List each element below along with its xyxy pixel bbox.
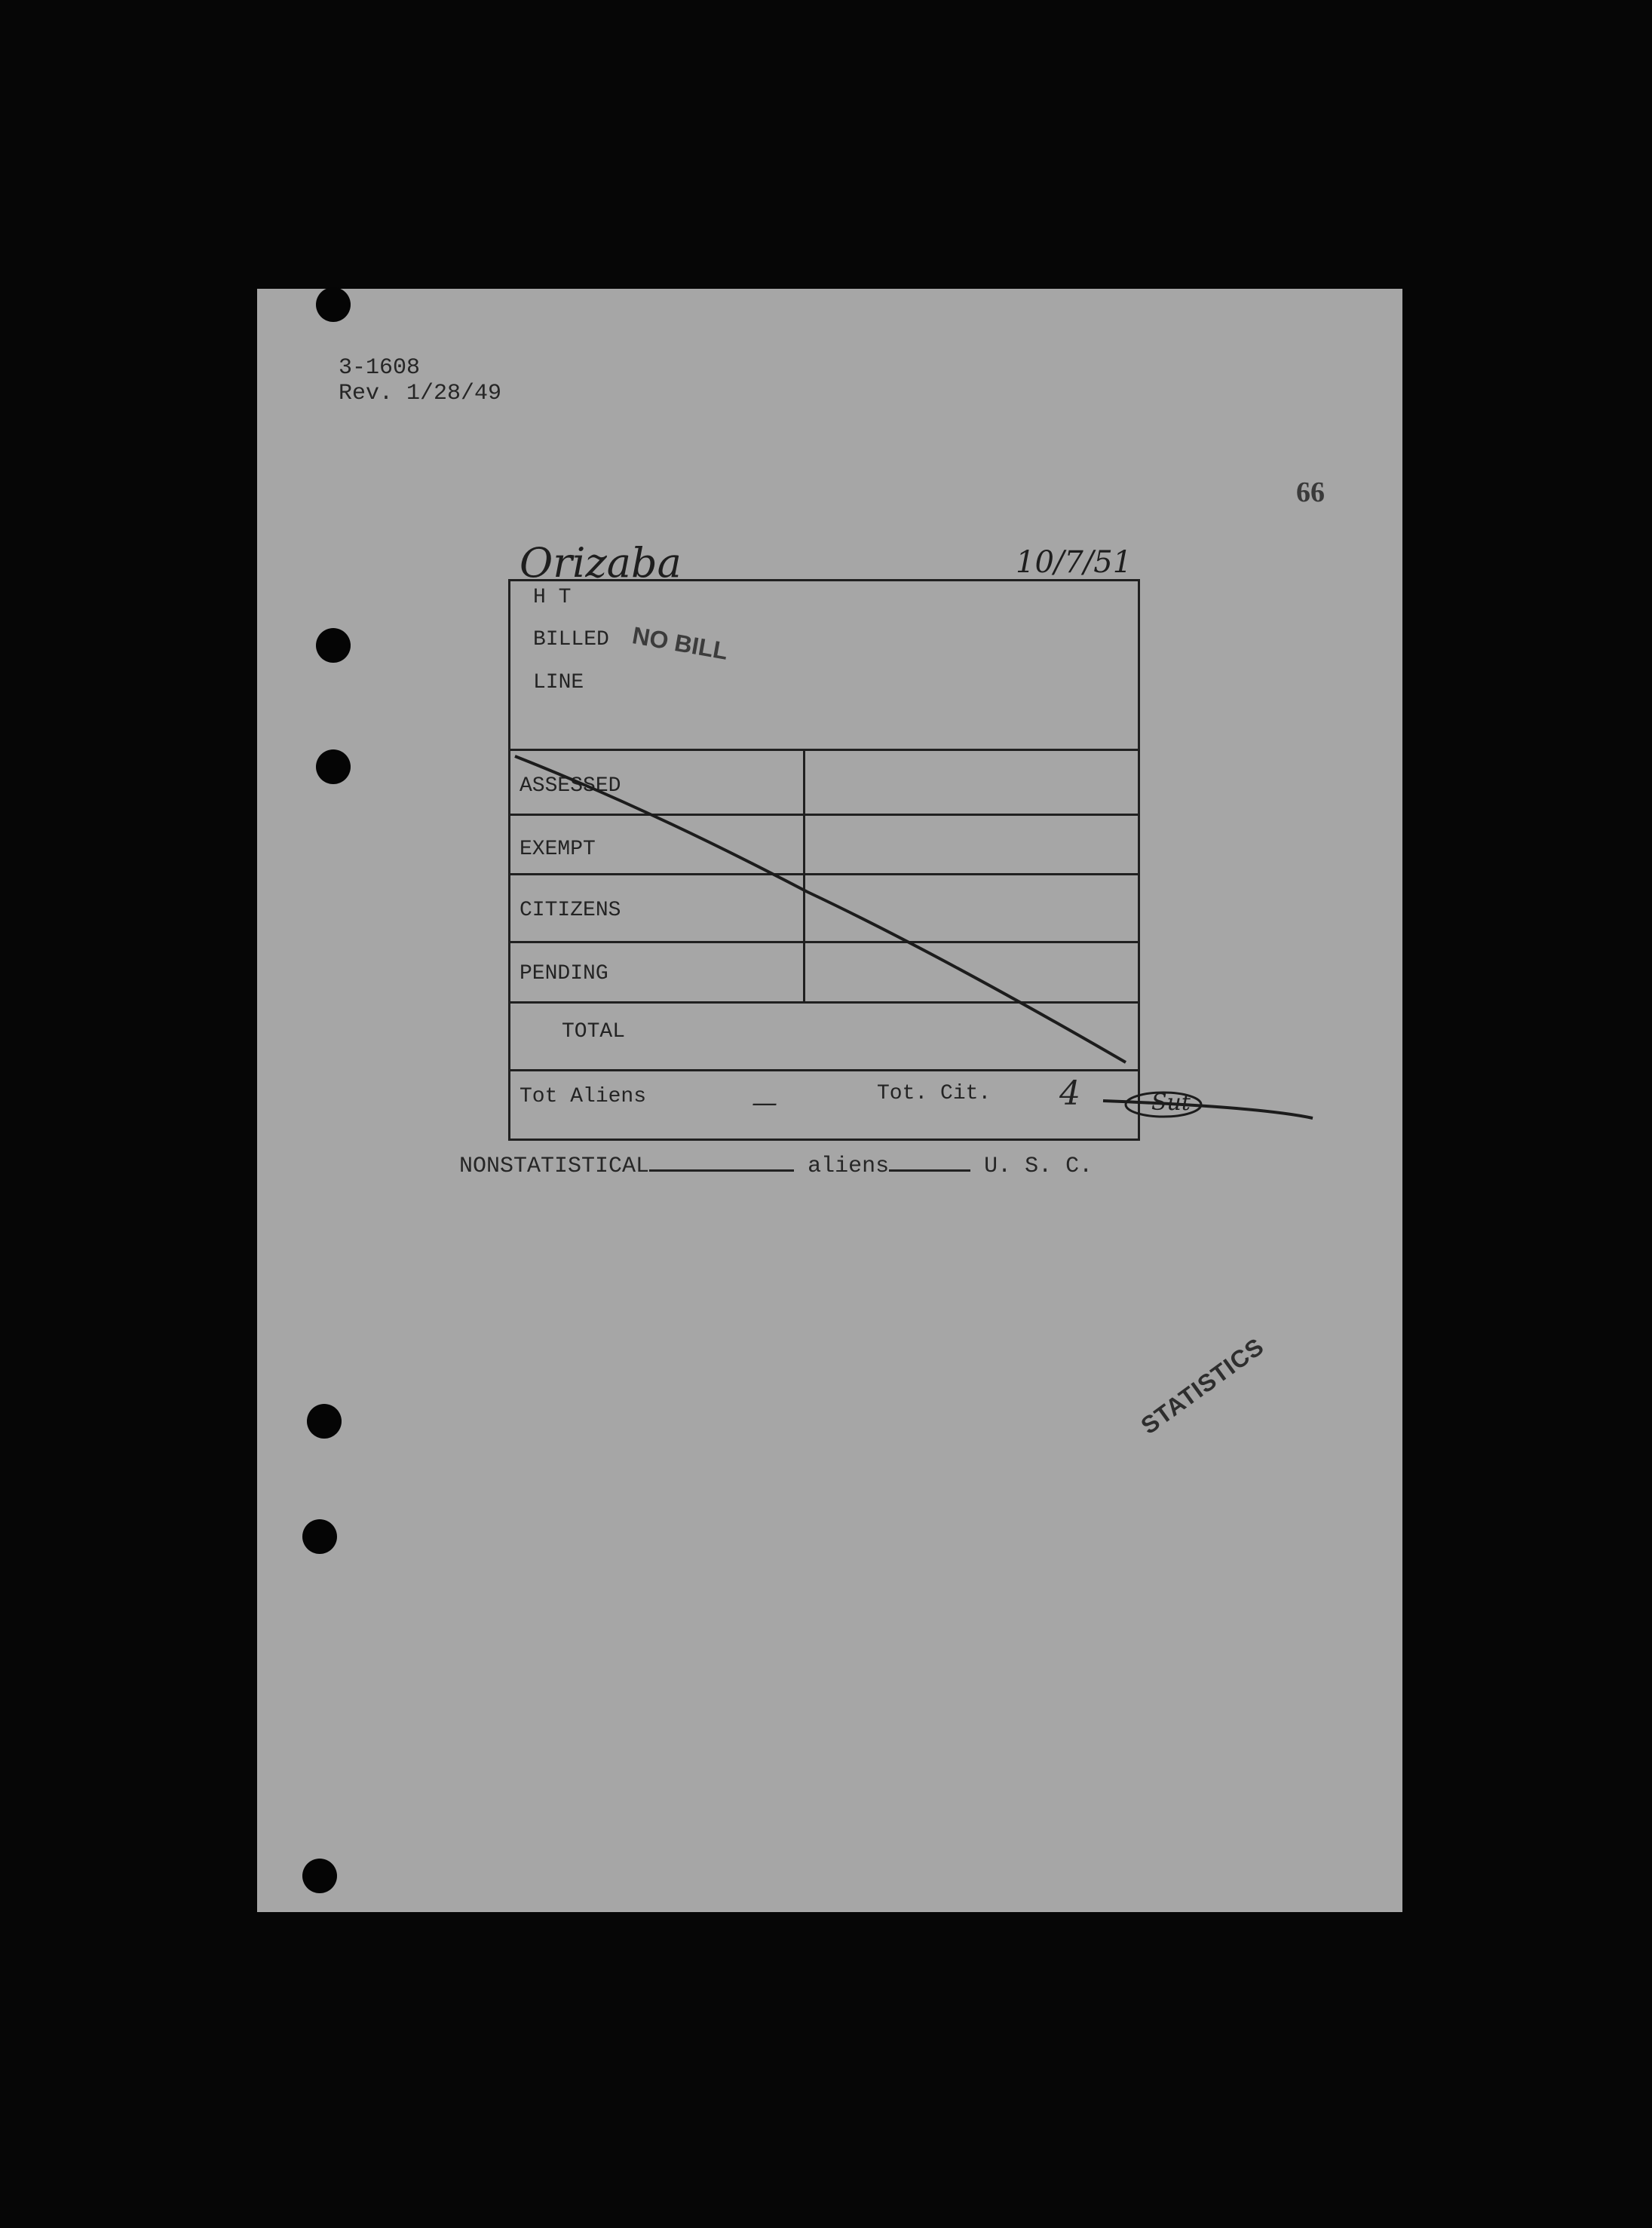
statistics-stamp: STATISTICS (1136, 1332, 1269, 1440)
total-label: TOTAL (562, 1020, 626, 1044)
row-label-exempt: EXEMPT (520, 838, 596, 861)
cancellation-stroke (257, 289, 1402, 1912)
nonstatistical-label: NONSTATISTICAL (459, 1154, 650, 1179)
document-page (257, 289, 1402, 1912)
row-label-assessed: ASSESSED (520, 774, 621, 798)
handwritten-date: 10/7/51 (1016, 545, 1132, 580)
page-number: 66 (1296, 477, 1325, 508)
usc-label: U. S. C. (984, 1154, 1093, 1179)
ship-name: Orizaba (520, 539, 682, 587)
header-row-line: LINE (533, 671, 584, 694)
no-bill-stamp: NO BILL (630, 621, 731, 665)
tot-cit-value: 4 (1059, 1074, 1080, 1113)
form-code: 3-1608 (339, 355, 421, 381)
nonstatistical-line (459, 1150, 1093, 1179)
nonstatistical-blank (649, 1150, 794, 1172)
row-label-pending: PENDING (520, 962, 608, 985)
header-row-ht: H T (533, 586, 572, 609)
header-row-billed: BILLED (533, 628, 609, 651)
aliens-label: aliens (808, 1154, 890, 1179)
row-label-citizens: CITIZENS (520, 899, 621, 922)
tot-cit-label: Tot. Cit. (877, 1082, 992, 1105)
aliens-blank (889, 1150, 970, 1172)
form-revision: Rev. 1/28/49 (339, 381, 502, 406)
initials: Sut (1151, 1089, 1191, 1116)
tot-aliens-label: Tot Aliens (520, 1085, 647, 1108)
tot-aliens-value: — (752, 1088, 777, 1118)
